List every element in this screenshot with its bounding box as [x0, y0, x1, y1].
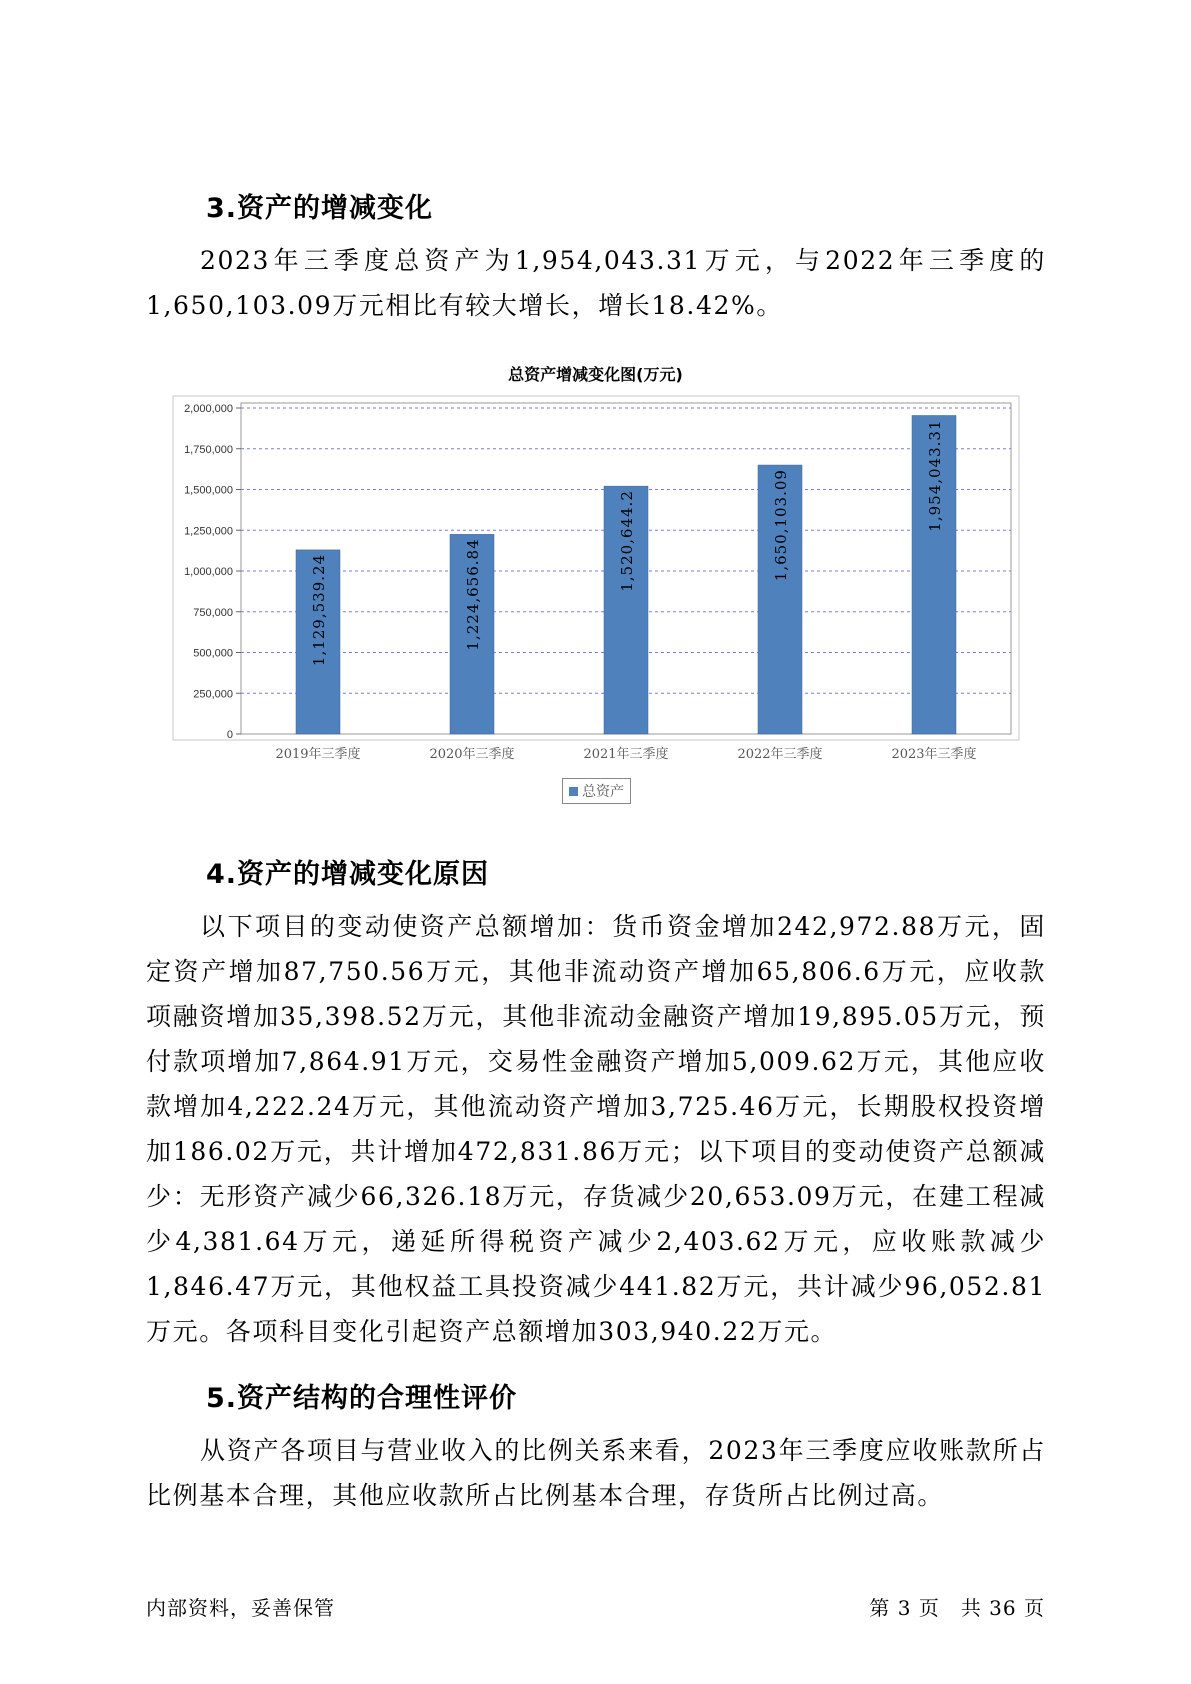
- y-tick-label: 750,000: [193, 606, 233, 619]
- footer-left: 内部资料，妥善保管: [146, 1596, 335, 1620]
- x-tick-label: 2019年三季度: [275, 747, 361, 762]
- x-tick-label: 2023年三季度: [891, 747, 977, 762]
- legend-label: 总资产: [582, 784, 624, 800]
- x-tick-label: 2021年三季度: [583, 747, 669, 762]
- y-tick-label: 2,000,000: [184, 403, 233, 415]
- section-4-heading: 4.资产的增减变化原因: [206, 859, 490, 890]
- y-tick-label: 1,250,000: [184, 525, 233, 538]
- section-4-paragraph: 以下项目的变动使资产总额增加：货币资金增加242,972.88万元，固定资产增加87,750.56万元，其他非流动资产增加65,806.6万元，应收款项融资增加35,398.52万元，其他非流动金融资产增加19,895.05万元，预付款项增加7,864.91万元，交易性金融资产增加5,009.62万元，其他应收款增加4,222.24万元，其他流动资产增加3,725.46万元，长期股权投资增加186.02万元，共计增加472,831.86万元；以下项目的变动使资产总额减少：无形资产减少66,326.18万元，存货减少20,653.09万元，在建工程减少4,381.64万元，递延所得税资产减少2,403.62万元，应收账款减少1,846.47万元，其他权益工具投资减少441.82万元，共计减少96,052.81万元。各项科目变化引起资产总额增加303,940.22万元。: [146, 912, 1046, 1346]
- section-5-paragraph: 从资产各项目与营业收入的比例关系来看，2023年三季度应收账款所占比例基本合理，其他应收款所占比例基本合理，存货所占比例过高。: [146, 1436, 1046, 1510]
- x-axis-ticks: [275, 746, 976, 762]
- footer-page-number: 第 3 页 共 36 页: [869, 1596, 1045, 1620]
- asset-bar-chart: [0, 0, 1191, 840]
- y-tick-label: 1,750,000: [184, 443, 233, 456]
- section-3-heading: 3.资产的增减变化: [206, 193, 434, 224]
- x-tick-label: 2022年三季度: [737, 747, 823, 762]
- y-tick-label: 250,000: [193, 688, 233, 701]
- section-3-paragraph: 2023年三季度总资产为1,954,043.31万元，与2022年三季度的1,650,103.09万元相比有较大增长，增长18.42%。: [146, 246, 1046, 320]
- chart-title: 总资产增减变化图(万元): [508, 365, 683, 384]
- y-tick-label: 1,500,000: [184, 484, 233, 497]
- y-tick-label: 0: [226, 729, 233, 741]
- bar-value-label: 1,520,644.2: [618, 490, 636, 592]
- chart-legend: [562, 778, 631, 804]
- y-axis-ticks: [184, 403, 241, 741]
- bar-value-label: 1,650,103.09: [772, 469, 790, 582]
- x-tick-label: 2020年三季度: [429, 747, 515, 762]
- section-5-heading: 5.资产结构的合理性评价: [206, 1383, 518, 1414]
- y-tick-label: 500,000: [193, 647, 233, 660]
- bar-value-label: 1,954,043.31: [926, 419, 944, 532]
- bar-value-label: 1,129,539.24: [310, 553, 328, 667]
- bar-value-label: 1,224,656.84: [464, 538, 482, 651]
- legend-swatch: [569, 787, 578, 796]
- y-tick-label: 1,000,000: [184, 566, 233, 578]
